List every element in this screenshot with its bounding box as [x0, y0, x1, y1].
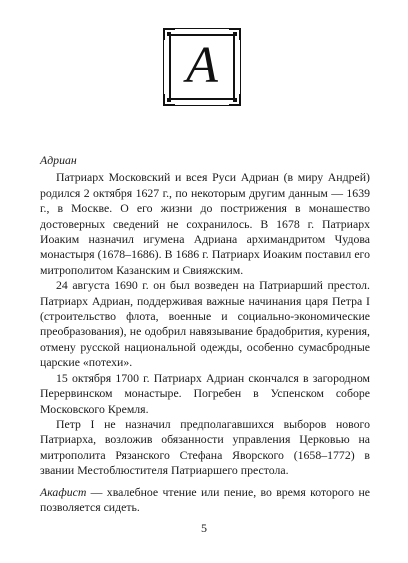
entry-paragraph: 24 августа 1690 г. он был возведен на Патриарший престол. Патриарх Адриан, поддерживая важные начинания царя Петра I (строительство флота, военные и социально-экономические преобразования), не одобрил навязывание брадобрития, курения, отмену русской национальной одежды, особенно сумасбродные царские «потехи». [40, 278, 370, 370]
entry-paragraph: 15 октября 1700 г. Патриарх Адриан скончался в загородном Перервинском монастыре. Погребен в Успенском соборе Московского Кремля. [40, 370, 370, 416]
page-number: 5 [201, 521, 207, 535]
letter-frame [169, 34, 235, 100]
entry-definition: — хвалебное чтение или пение, во время которого не позволяется сидеть. [40, 484, 370, 514]
entry-paragraph: Петр I не назначил предполагавшихся выборов нового Патриарха, возложив обязанности управления Церковью на митрополита Рязанского Стефана Яворского (1658–1772) в звании Местоблюстителя Патриаршего престола. [40, 416, 370, 478]
entry-term: Акафист [40, 484, 87, 499]
section-letter: А [186, 37, 218, 94]
section-letter-tile [163, 28, 241, 106]
entry-akafist [40, 485, 370, 516]
entry-paragraph: Патриарх Московский и всея Руси Адриан (в миру Андрей) родился 2 октября 1627 г., по некоторым другим данным — 1639 г., в Москве. О его жизни до пострижения в монашество достоверных сведений не сохранилось. В 1678 г. Патриарх Иоаким назначил игумена Адриана архимандритом Чудова монастыря (1678–1686). В 1686 г. Патриарх Иоаким поставил его митрополитом Казанским и Свияжским. [40, 170, 370, 277]
article-text [40, 153, 370, 515]
entry-headword: Адриан [40, 153, 77, 167]
